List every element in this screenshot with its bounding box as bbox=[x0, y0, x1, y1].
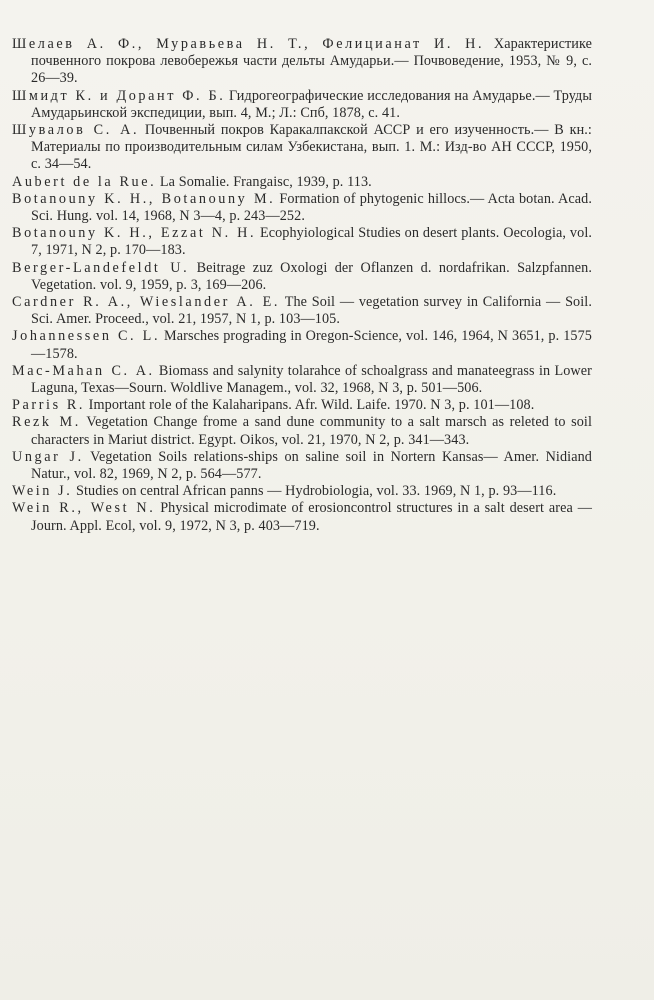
reference-author: Botanouny K. H., Botanouny M. bbox=[12, 190, 276, 207]
reference-text: La Somalie. Frangaisc, 1939, p. 113. bbox=[159, 173, 372, 190]
reference-author: Rezk M. bbox=[12, 414, 81, 431]
reference-text: The Soil — vegetation survey in California — Soil. Sci. Amer. Proceed., vol. 21, 1957, N 1, p. 103—105. bbox=[31, 294, 592, 328]
reference-text: Marsches prograding in Oregon-Science, vol. 146, 1964, N 3651, p. 1575—1578. bbox=[31, 328, 592, 362]
reference-text: Studies on central African panns — Hydrobiologia, vol. 33. 1969, N 1, p. 93—116. bbox=[76, 483, 557, 500]
reference-entry bbox=[12, 122, 592, 174]
reference-text: Formation of phytogenic hillocs.— Acta botan. Acad. Sci. Hung. vol. 14, 1968, N 3—4, p. 243—252. bbox=[31, 190, 592, 225]
reference-author: Wein R., West N. bbox=[12, 500, 156, 517]
reference-author: Cardner R. A., Wieslander A. E. bbox=[12, 294, 281, 311]
reference-author: Parris R. bbox=[12, 397, 86, 414]
reference-author: Botanouny K. H., Ezzat N. H. bbox=[12, 225, 257, 242]
reference-entry bbox=[12, 414, 592, 448]
reference-entry bbox=[12, 88, 592, 122]
reference-entry bbox=[12, 174, 592, 191]
reference-text: Vegetation Change frome a sand dune community to a salt marsch as releted to soil characters in Mariut district. Egypt. Oikos, vol. 21, 1970, N 2, p. 341—343. bbox=[31, 414, 592, 448]
reference-text: Important role of the Kalaharipans. Afr. Wild. Laife. 1970. N 3, p. 101—108. bbox=[88, 397, 535, 414]
reference-text: Beitrage zuz Oxologi der Oflanzen d. nordafrikan. Salzpfannen. Vegetation. vol. 9, 1959, p. 3, 169—206. bbox=[31, 259, 592, 293]
reference-entry bbox=[12, 328, 592, 362]
reference-text: Physical microdimate of erosioncontrol structures in a salt desert area — Journ. Appl. Ecol, vol. 9, 1972, N 3, p. 403—719. bbox=[31, 500, 592, 534]
reference-text: Гидрогеографические исследования на Амударье.— Труды Амударьинской экспедиции, вып. 4, М.; Л.: Спб, 1878, с. 41. bbox=[31, 87, 592, 121]
reference-text: Biomass and salynity tolarahce of schoalgrass and manateegrass in Lower Laguna, Texas—Sourn. Woldlive Managem., vol. 32, 1968, N 3, p. 501—506. bbox=[31, 362, 592, 397]
reference-text: Характеристике почвенного покрова левобережья части дельты Амударьи.— Почвоведение, 1953, № 9, с. 26—39. bbox=[31, 36, 592, 87]
reference-author: Mac-Mahan C. A. bbox=[12, 362, 155, 379]
reference-entry bbox=[12, 397, 592, 414]
reference-entry bbox=[12, 449, 592, 483]
reference-entry bbox=[12, 294, 592, 328]
reference-author: Berger-Landefeldt U. bbox=[12, 259, 190, 276]
reference-list bbox=[12, 36, 592, 535]
reference-entry bbox=[12, 225, 592, 259]
reference-entry bbox=[12, 500, 592, 534]
reference-entry bbox=[12, 260, 592, 294]
reference-author: Ungar J. bbox=[12, 448, 84, 465]
reference-author: Шувалов С. А. bbox=[12, 122, 140, 139]
reference-author: Wein J. bbox=[12, 483, 73, 500]
reference-entry bbox=[12, 191, 592, 225]
reference-author: Johannessen C. L. bbox=[12, 328, 161, 345]
reference-text: Почвенный покров Каракалпакской АССР и его изученность.— В кн.: Материалы по производительным силам Узбекистана, вып. 1. М.: Изд-во АН СССР, 1950, с. 34—54. bbox=[31, 122, 592, 173]
reference-author: Шмидт К. и Дорант Ф. Б. bbox=[12, 87, 226, 104]
reference-text: Ecophyiological Studies on desert plants. Oecologia, vol. 7, 1971, N 2, p. 170—183. bbox=[31, 225, 593, 259]
reference-entry bbox=[12, 36, 592, 88]
reference-entry bbox=[12, 483, 592, 500]
reference-text: Vegetation Soils relations-ships on saline soil in Nortern Kansas— Amer. Nidiand Natur., vol. 82, 1969, N 2, p. 564—577. bbox=[31, 448, 592, 483]
reference-author: Шелаев А. Ф., Муравьева Н. Т., Фелицианат И. Н. bbox=[12, 36, 485, 52]
reference-author: Aubert de la Rue. bbox=[12, 173, 157, 190]
reference-entry bbox=[12, 363, 592, 397]
